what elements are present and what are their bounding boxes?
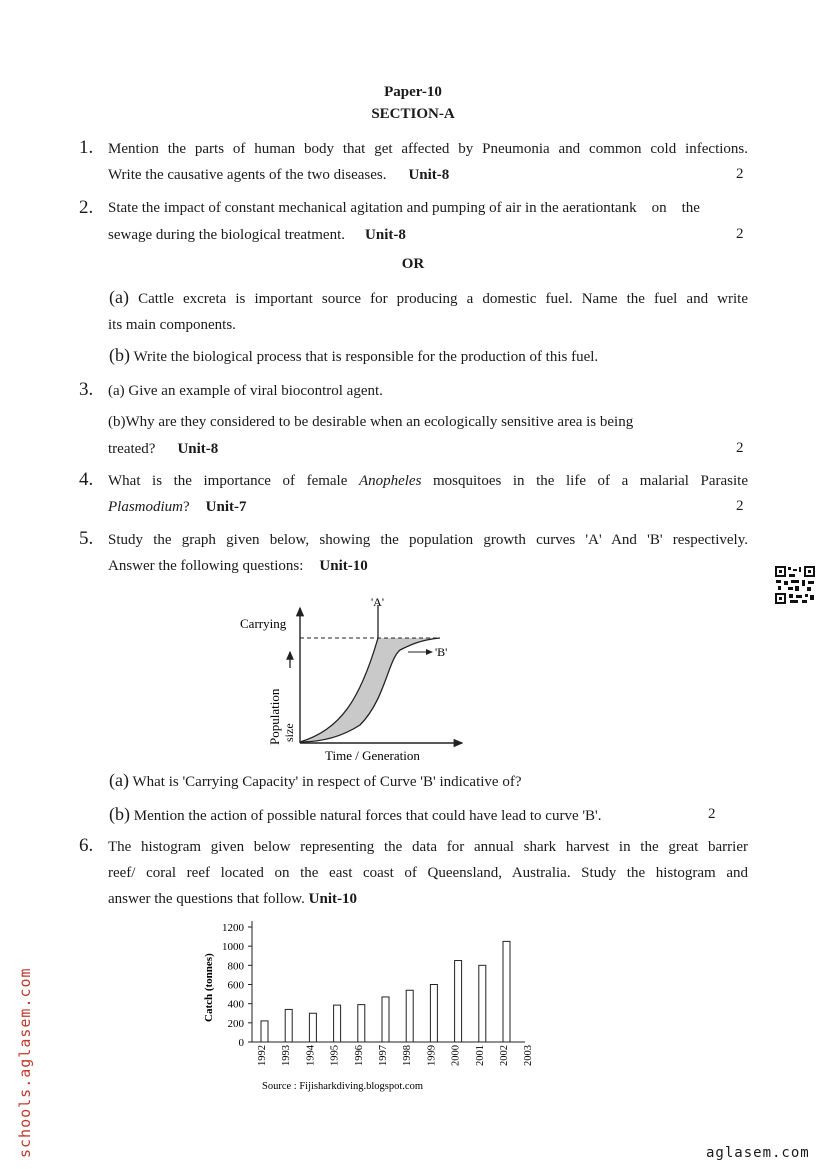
unit-tag: Unit-8 [408,167,450,183]
x-label: Time / Generation [325,748,420,763]
question-5a [109,771,522,791]
histogram-bar [309,1013,316,1042]
y-axis-title: Catch (tonnes) [203,953,215,1022]
q1-text: Write the causative agents of the two diseases. [108,167,387,183]
y-label: Population [267,688,282,745]
histogram-bar [430,985,437,1043]
q5-text: Answer the following questions: [108,558,304,574]
histogram-bar [285,1009,292,1042]
x-tick-label: 2002 [499,1045,510,1066]
x-tick-label: 1998 [402,1045,414,1066]
question-1-line-2 [108,166,449,184]
question-6-line-1: The histogram given below representing the data for annual shark harvest in the great barrier [108,839,748,855]
chart-source: Source : Fijisharkdiving.blogspot.com [262,1081,423,1092]
or-separator: OR [401,256,425,272]
watermark-left: schools.aglasem.com [16,967,34,1158]
y-tick-label: 800 [227,960,244,973]
species-name: Plasmodium [108,499,183,515]
histogram-bar [261,1021,268,1042]
population-growth-graph [230,590,480,765]
question-5-line-2 [108,557,368,575]
question-1-line-1: Mention the parts of human body that get affected by Pneumonia and common cold infections. [108,141,748,157]
histogram-bar [503,941,510,1042]
question-2-line-2 [108,226,406,244]
label-b: 'B' [435,645,448,659]
y-tick-label: 200 [227,1017,244,1030]
sub-label: (b) [109,345,130,365]
y-label-size: size [282,723,296,742]
unit-tag: Unit-8 [365,227,406,243]
x-tick-label: 1993 [281,1045,293,1066]
marks: 2 [736,166,744,182]
shark-harvest-histogram [195,915,535,1100]
q2a-text: Cattle excreta is important source for producing a domestic fuel. Name the fuel and write [128,291,748,307]
carrying-label: Carrying [240,616,287,631]
question-3b-line-1: (b)Why are they considered to be desirable when an ecologically sensitive area is being [108,414,634,430]
sub-label: (a) [109,287,129,307]
question-5-line-1: Study the graph given below, showing the population growth curves 'A' And 'B' respectively. [108,532,748,548]
q2-text: sewage during the biological treatment. [108,227,346,243]
watermark-right: aglasem.com [706,1145,810,1161]
y-tick-label: 600 [227,979,244,992]
q6-text: answer the questions that follow. [108,891,305,907]
x-tick-label: 2003 [523,1045,535,1066]
y-tick-label: 0 [238,1037,244,1049]
y-tick-label: 1200 [222,922,244,934]
x-tick-label: 1992 [257,1045,268,1066]
q4-text: mosquitoes in the life of a malarial Parasite [421,473,748,489]
question-number: 6. [79,835,94,856]
histogram-bar [334,1005,341,1042]
question-4-line-2 [108,498,247,516]
shaded-area [300,638,440,742]
marks: 2 [736,440,744,456]
marks: 2 [708,806,716,822]
question-number: 1. [79,137,94,158]
histogram-bar [455,961,462,1042]
question-number: 3. [79,379,94,400]
unit-tag: Unit-8 [177,441,219,457]
x-tick-label: 1996 [353,1045,365,1066]
x-tick-label: 1999 [426,1045,438,1066]
histogram-bar [358,1005,365,1042]
paper-title: Paper-10 [384,84,442,100]
question-2a-line-2: its main components. [108,317,236,333]
question-2a-line-1 [109,288,748,308]
x-tick-label: 1997 [378,1045,389,1066]
sub-label: (b) [109,804,130,824]
sub-label: (a) [109,770,129,790]
section-title: SECTION-A [371,106,455,122]
q4-text: What is the importance of female [108,473,359,489]
q5a-text: What is 'Carrying Capacity' in respect of Curve 'B' indicative of? [128,774,522,790]
question-2b [109,346,598,366]
species-name: Anopheles [358,473,422,489]
unit-tag: Unit-10 [308,891,357,907]
x-tick-label: 1994 [305,1045,317,1066]
question-4-line-1 [108,472,748,490]
unit-tag: Unit-10 [319,558,368,574]
question-2-line-1: State the impact of constant mechanical agitation and pumping of air in the aerationtank on the [108,200,700,216]
question-number: 5. [79,528,94,549]
q5b-text: Mention the action of possible natural forces that could have lead to curve 'B'. [130,808,602,824]
qr-code-icon [774,565,816,605]
question-6-line-3 [108,890,357,908]
question-3b-line-2 [108,440,218,458]
question-3a: (a) Give an example of viral biocontrol agent. [108,383,383,399]
x-tick-label: 2001 [474,1045,486,1066]
q2b-text: Write the biological process that is responsible for the production of this fuel. [130,349,599,365]
histogram-bar [382,997,389,1042]
histogram-bar [479,965,486,1042]
q3-text: treated? [108,441,156,457]
question-number: 4. [79,469,94,490]
unit-tag: Unit-7 [205,499,247,515]
x-tick-label: 2000 [450,1045,462,1066]
x-tick-label: 1995 [329,1045,341,1066]
y-tick-label: 400 [227,998,244,1011]
marks: 2 [736,498,744,514]
y-tick-label: 1000 [222,941,244,954]
question-5b [109,805,602,825]
q4-text: ? [183,499,190,515]
question-number: 2. [79,197,94,218]
question-6-line-2: reef/ coral reef located on the east coast of Queensland, Australia. Study the histogram and [108,865,748,881]
marks: 2 [736,226,744,242]
label-a: 'A' [371,595,384,609]
histogram-bar [406,990,413,1042]
